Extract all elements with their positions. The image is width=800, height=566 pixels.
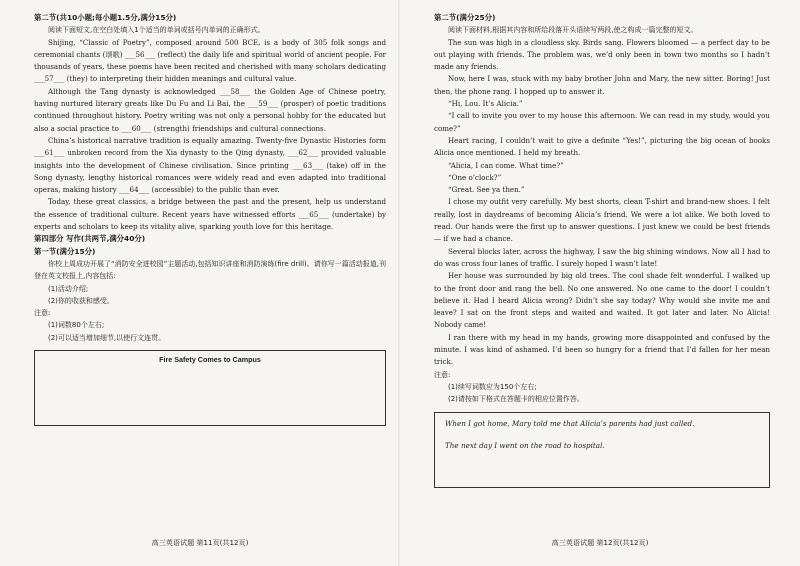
note-label: 注意:: [34, 309, 51, 318]
part-heading: 第四部分 写作(共两节,满分40分): [34, 234, 146, 244]
note-item: (1)续写词数应为150个左右;: [448, 382, 537, 391]
story-paragraph: Heart racing, I couldn’t wait to give a definite “Yes!”, picturing the big ocean of books Alicia once mentioned. I held my breath.: [434, 135, 770, 158]
story-paragraph: Her house was surrounded by big old trees. The cool shade felt wonderful. I walked up to the front door and rang the bell. No one answered. No one came to the door! I couldn’t believe it. Had I heard Alicia wrong? Didn’t she say today? Why would she invite me and leave? I sat on the front steps and waited and waited. It got later and later. No Alicia! Nobody came!: [434, 271, 770, 330]
story-paragraph: “Hi, Lou. It’s Alicia.”: [448, 99, 523, 109]
story-paragraph: I chose my outfit very carefully. My best shorts, clean T-shirt and brand-new shoes. I felt really, lost in daydreams of becoming Alicia’s friend. We were a lot alike. We both loved to read. Our hands were the first up to answer questions. I just knew we could be best friends — if we had a chance.: [434, 197, 770, 244]
section-heading: 第一节(满分15分): [34, 246, 96, 256]
note-label: 注意:: [434, 370, 451, 379]
story-paragraph: The sun was high in a cloudless sky. Birds sang. Flowers bloomed — a perfect day to be out playing with friends. The problem was, we’d only been in town two months so I hadn’t made any friends.: [434, 37, 770, 72]
continuation-opening-1: When I got home, Mary told me that Alicia’s parents had just called.: [445, 418, 695, 428]
passage-paragraph: Shijing, “Classic of Poetry”, composed around 500 BCE, is a body of 305 folk songs and ceremonial chants (颂歌) ___56___ (reflect) the daily life and spiritual world of ancient people. For thousands of years, these poems have been recited and cherished with many scholars dedicating ___57___ (they) to interpreting their hidden meanings and cultural value.: [34, 37, 386, 84]
note-item: (1)词数80个左右;: [48, 321, 105, 330]
story-paragraph: Now, here I was, stuck with my baby brother John and Mary, the new sitter. Boring! Just then, the phone rang. I hopped up to answer it.: [434, 74, 770, 96]
note-item: (2)请按如下格式在答题卡的相应位置作答。: [448, 395, 584, 404]
passage-paragraph: China’s historical narrative tradition is equally amazing. Twenty-five Dynastic Histories form ___61___ unbroken record from the Xia dynasty to the Qing dynasty, ___62___ provided valuable insights into the development of Chinese civilisation. Since printing ___63___ (take) off in the Song dynasty, lengthy historical romances were widely read and even adapted into traditional operas, making history ___64___ (accessible) to the public than ever.: [34, 135, 386, 195]
story-paragraph: I ran there with my head in my hands, growing more disappointed and confused by the minute. I was kind of ashamed. I’d been so hungry for a friend that I’d fallen for her mean trick.: [434, 332, 770, 367]
answer-box[interactable]: [34, 350, 386, 426]
instruction: 阅读下面短文,在空白处填入1个适当的单词或括号内单词的正确形式。: [48, 26, 265, 35]
passage-paragraph: Today, these great classics, a bridge between the past and the present, help us understand the essence of traditional culture. Recent years have witnessed efforts ___65___ (undertake) by experts and scholars to keep its vitality alive, sparking youth love for this heritage.: [34, 197, 386, 232]
passage-paragraph: Although the Tang dynasty is acknowledged ___58___ the Golden Age of Chinese poetry, having nurtured literary greats like Du Fu and Li Bai, the ___59___ (prosper) of poetic traditions continued throughout history. Poetry writing was not only a personal hobby for the educated but also a social practice to ___60___ (strength) friendships and cultural connections.: [34, 86, 386, 133]
continuation-box[interactable]: [434, 412, 770, 488]
story-paragraph: “Great. See ya then.”: [448, 185, 525, 195]
page-footer: 高三英语试题 第11页(共12页): [151, 538, 249, 547]
task-point: (1)活动介绍;: [48, 284, 89, 293]
continuation-opening-2: The next day I went on the road to hospital.: [445, 440, 605, 450]
box-title: Fire Safety Comes to Campus: [159, 355, 261, 365]
section-heading: 第二节(满分25分): [434, 13, 496, 22]
note-item: (2)可以适当增加细节,以使行文连贯。: [48, 333, 166, 342]
task-point: (2)你的收获和感受。: [48, 296, 114, 305]
story-paragraph: “Alicia, I can come. What time?”: [448, 160, 564, 170]
story-paragraph: “One o’clock?”: [448, 172, 502, 182]
page-right: [400, 0, 800, 566]
writing-task: 你校上周成功开展了“消防安全进校园”主题活动,包括知识讲座和消防演练(fire drill)。请你写一篇活动报道,刊登在英文校报上,内容包括:: [34, 259, 386, 281]
page-footer: 高三英语试题 第12页(共12页): [551, 538, 649, 547]
story-paragraph: Several blocks later, across the highway, I saw the big shining windows. Now all I had to do was cross four lanes of traffic. I surely hoped I wasn’t late!: [434, 246, 770, 268]
story-paragraph: “I call to invite you over to my house this afternoon. We can read in my study, would you come?”: [434, 111, 770, 133]
instruction: 阅读下面材料,根据其内容和所给段落开头语续写两段,使之构成一篇完整的短文。: [448, 26, 698, 35]
section-heading: 第二节(共10小题;每小题1.5分,满分15分): [34, 13, 177, 22]
